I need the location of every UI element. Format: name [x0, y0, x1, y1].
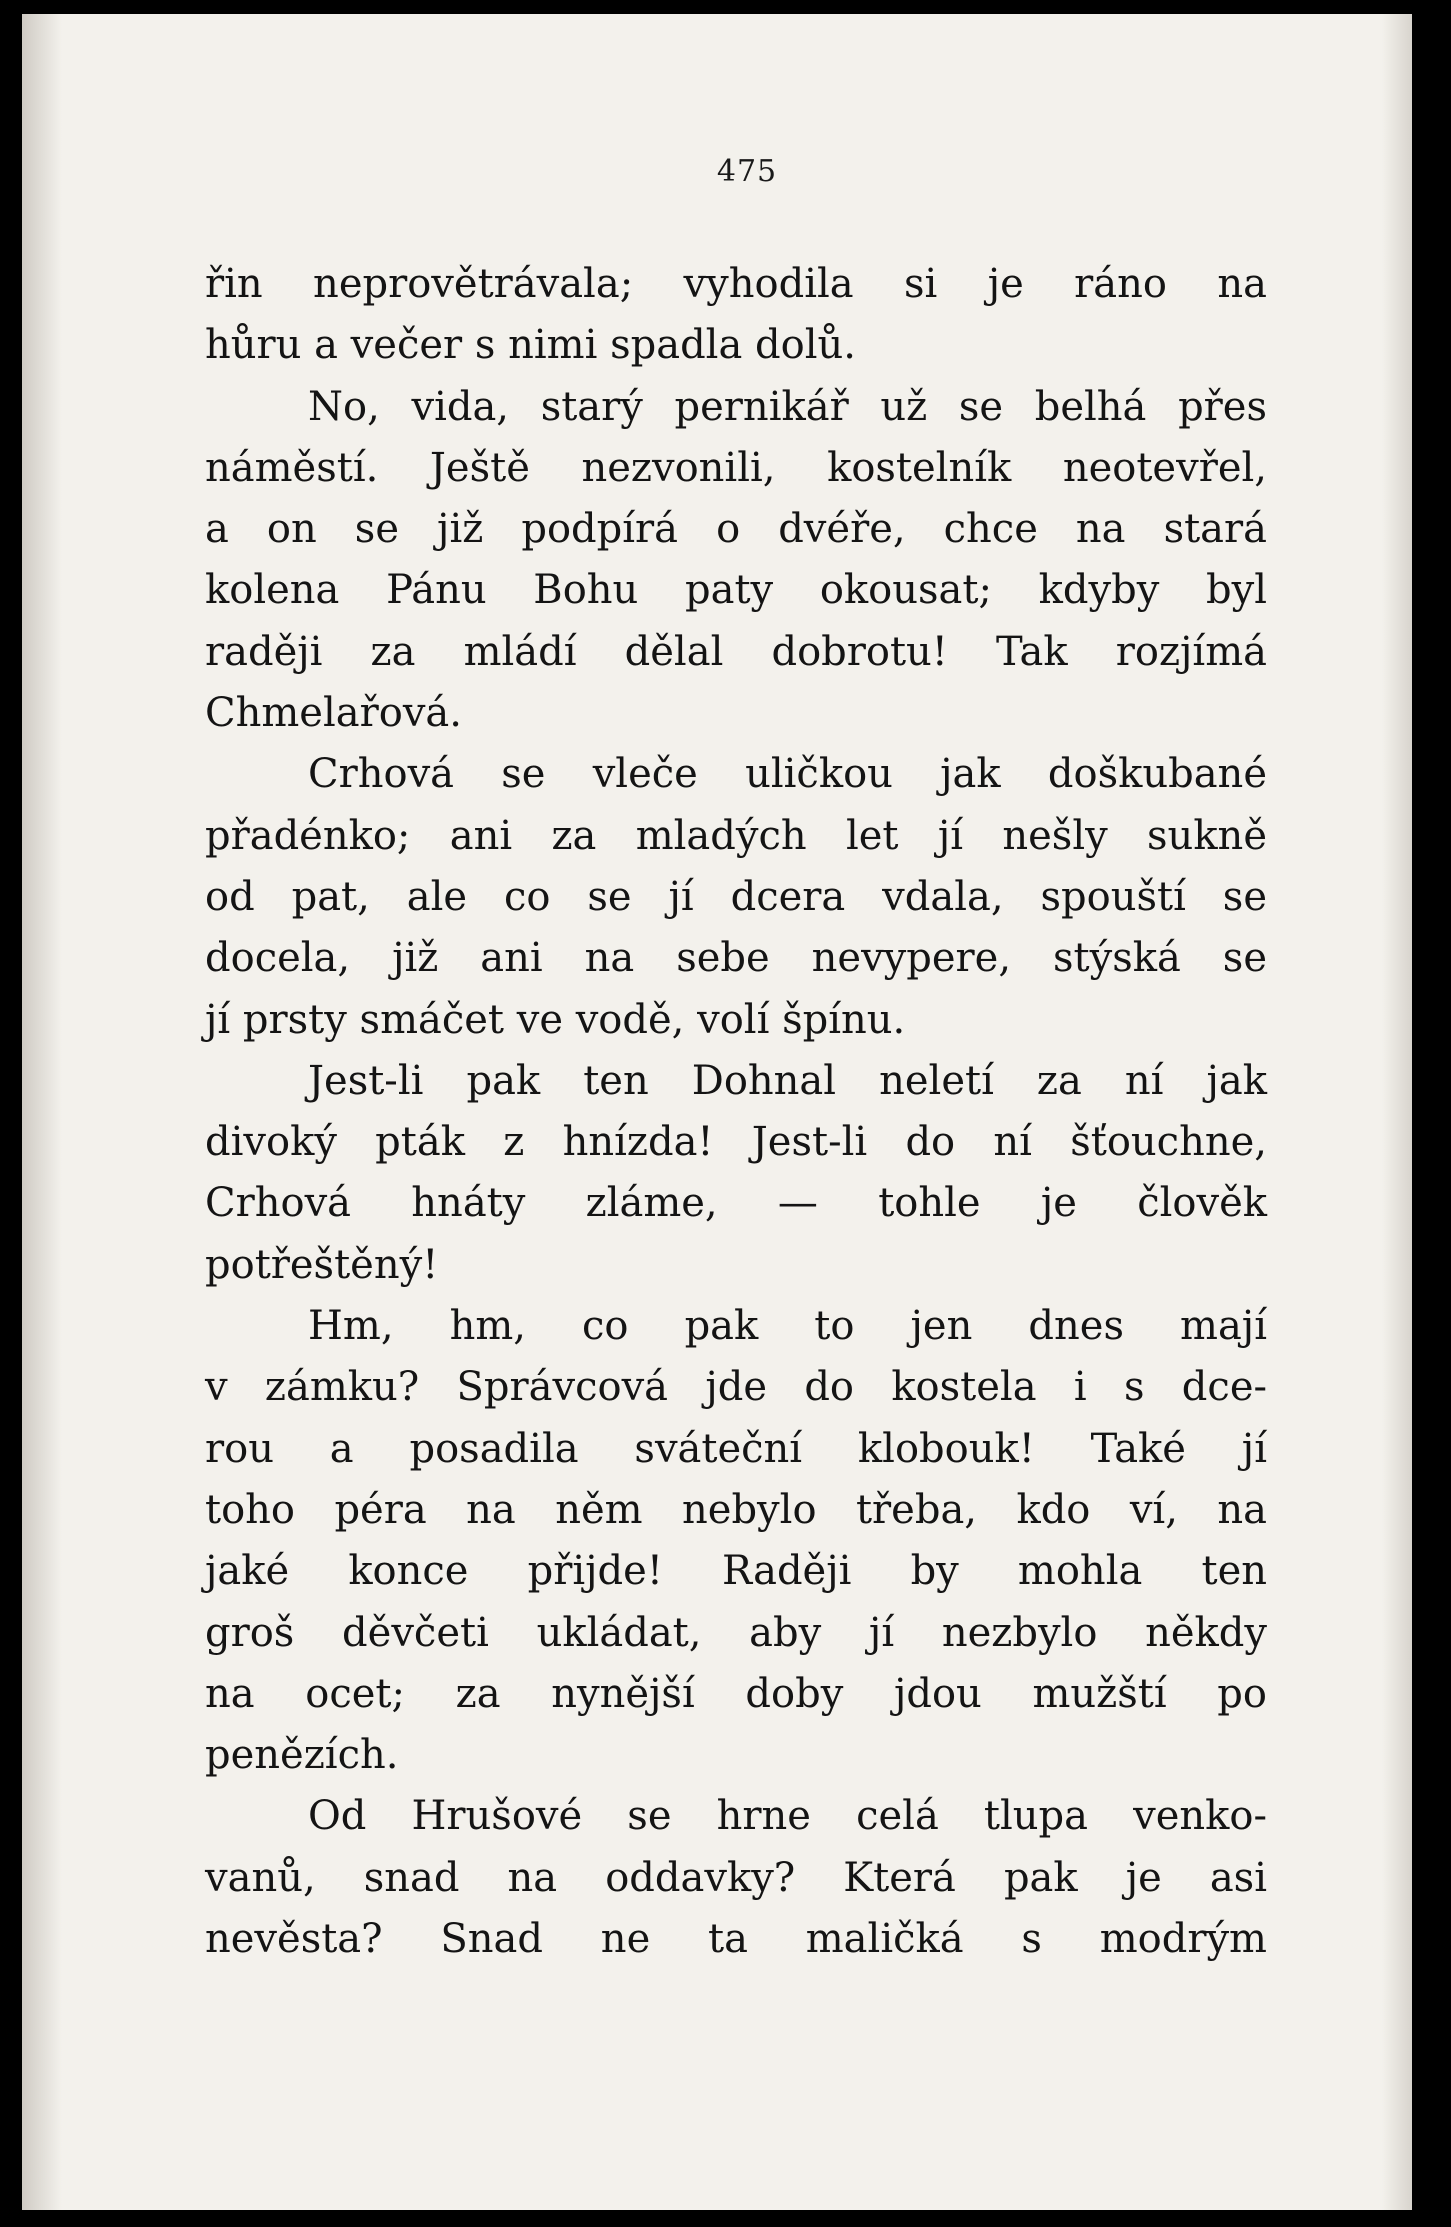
gutter-shadow [22, 14, 62, 2210]
text-line: jaké konce přijde! Raději by mohla ten [205, 1548, 1267, 1595]
text-line: v zámku? Správcová jde do kostela i s dce- [205, 1364, 1267, 1411]
text-line: groš děvčeti ukládat, aby jí nezbylo někdy [205, 1609, 1267, 1656]
text-line: raději za mládí dělal dobrotu! Tak rozjímá [205, 628, 1267, 675]
text-line: na ocet; za nynější doby jdou mužští po [205, 1670, 1267, 1717]
text-line: docela, již ani na sebe nevypere, stýská se [205, 935, 1267, 982]
text-line: od pat, ale co se jí dcera vdala, spouští se [205, 873, 1267, 920]
text-line: hůru a večer s nimi spadla dolů. [205, 322, 856, 369]
text-line: jí prsty smáčet ve vodě, volí špínu. [205, 996, 906, 1043]
text-line: řin neprovětrávala; vyhodila si je ráno na [205, 261, 1267, 307]
text-line: Chmelařová. [205, 690, 462, 737]
page-number: 475 [716, 154, 778, 189]
text-line: Crhová hnáty zláme, — tohle je člověk [205, 1180, 1267, 1227]
text-line: vanů, snad na oddavky? Která pak je asi [205, 1854, 1267, 1901]
text-line: a on se již podpírá o dvéře, chce na stará [205, 506, 1267, 553]
text-line: Crhová se vleče uličkou jak doškubané [308, 751, 1267, 798]
text-line: náměstí. Ještě nezvonili, kostelník neotevřel, [205, 444, 1267, 491]
text-line: toho péra na něm nebylo třeba, kdo ví, na [205, 1486, 1267, 1533]
text-line: potřeštěný! [205, 1241, 439, 1288]
text-line: Od Hrušové se hrne celá tlupa venko- [308, 1793, 1267, 1840]
text-line: kolena Pánu Bohu paty okousat; kdyby byl [205, 567, 1267, 614]
text-line: přadénko; ani za mladých let jí nešly sukně [205, 812, 1267, 859]
text-line: Jest-li pak ten Dohnal neletí za ní jak [308, 1057, 1267, 1104]
text-line: rou a posadila sváteční klobouk! Také jí [205, 1425, 1267, 1472]
text-line: Hm, hm, co pak to jen dnes mají [308, 1303, 1267, 1350]
text-line: nevěsta? Snad ne ta maličká s modrým [205, 1916, 1267, 1963]
text-line: No, vida, starý pernikář už se belhá přes [308, 383, 1267, 430]
text-line: divoký pták z hnízda! Jest-li do ní šťouchne, [205, 1119, 1267, 1166]
body-text [205, 254, 1267, 1970]
book-page [22, 14, 1412, 2210]
edge-shadow [1382, 14, 1412, 2210]
text-line: penězích. [205, 1732, 399, 1779]
